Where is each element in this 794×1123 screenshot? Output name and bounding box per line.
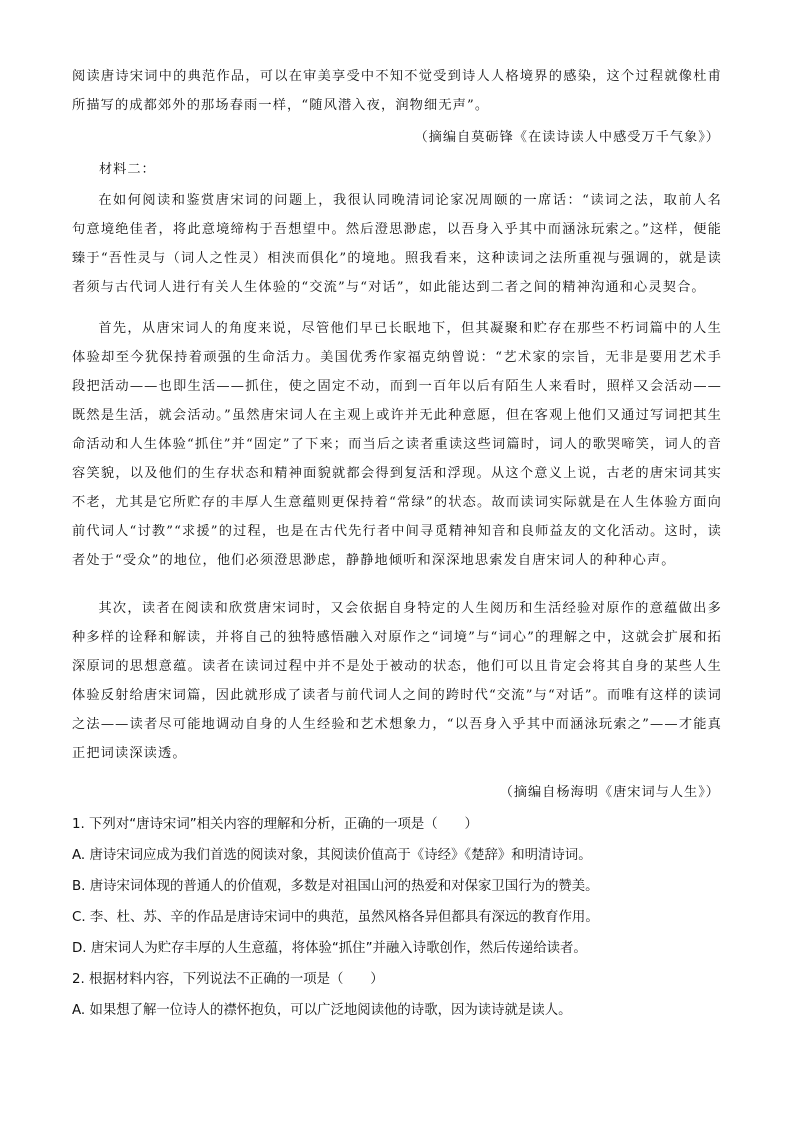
- paragraph-material-two-2: 首先，从唐宋词人的角度来说，尽管他们早已长眠地下，但其凝聚和贮存在那些不朽词篇中的人生体验却至今犹保持着顽强的生命活力。美国优秀作家福克纳曾说：“艺术家的宗旨，无非是要用艺术手段把活动——也即生活——抓住，使之固定不动，而到一百年以后有陌生人来看时，照样又会活动——既然是生活，就会活动。”虽然唐宋词人在主观上或许并无此种意愿，但在客观上他们又通过写词把其生命活动和人生体验“抓住”并“固定”了下来；而当后之读者重读这些词篇时，词人的歌哭啼笑，词人的音容笑貌，以及他们的生存状态和精神面貌就都会得到复活和浮现。从这个意义上说，古老的唐宋词其实不老，尤其是它所贮存的丰厚人生意蕴则更保持着“常绿”的状态。故而读词实际就是在人生体验方面向前代词人“讨教”“求援”的过程，也是在古代先行者中间寻觅精神知音和良师益友的文化活动。这时，读者处于“受众”的地位，他们必须澄思渺虑，静静地倾听和深深地思索发自唐宋词人的种种心声。: [72, 321, 722, 568]
- question-1-option-c: C. 李、杜、苏、辛的作品是唐诗宋词中的典范，虽然风格各异但都具有深远的教育作用。: [72, 910, 599, 925]
- paragraph-intro-continuation: 阅读唐诗宋词中的典范作品，可以在审美享受中不知不觉受到诗人人格境界的感染，这个过程就像杜甫所描写的成都郊外的那场春雨一样，“随风潜入夜，润物细无声”。: [72, 69, 722, 113]
- question-2-option-a: A. 如果想了解一位诗人的襟怀抱负，可以广泛地阅读他的诗歌，因为读诗就是读人。: [72, 1003, 572, 1018]
- question-1-stem: 1. 下列对“唐诗宋词”相关内容的理解和分析，正确的一项是（ ）: [72, 817, 478, 832]
- paragraph-material-two-1: 在如何阅读和鉴赏唐宋词的问题上，我很认同晚清词论家况周颐的一席话：“读词之法，取前人名句意境绝佳者，将此意境缔构于吾想望中。然后澄思渺虑，以吾身入乎其中而涵泳玩索之。”这样，便能臻于“吾性灵与（词人之性灵）相浃而俱化”的境地。照我看来，这种读词之法所重视与强调的，就是读者须与古代词人进行有关人生体验的“交流”与“对话”，如此能达到二者之间的精神沟通和心灵契合。: [72, 193, 722, 295]
- question-2-stem: 2. 根据材料内容，下列说法不正确的一项是（ ）: [72, 972, 384, 987]
- question-1-option-b: B. 唐诗宋词体现的普通人的价值观，多数是对祖国山河的热爱和对保家卫国行为的赞美。: [72, 879, 599, 894]
- source-citation-1: （摘编自莫砺锋《在读诗读人中感受万千气象》）: [414, 130, 720, 145]
- material-two-heading: 材料二：: [99, 162, 156, 177]
- paragraph-material-two-3: 其次，读者在阅读和欣赏唐宋词时，又会依据自身特定的人生阅历和生活经验对原作的意蕴做出多种多样的诠释和解读，并将自己的独特感悟融入对原作之“词境”与“词心”的理解之中，这就会扩展和拓深原词的思想意蕴。读者在读词过程中并不是处于被动的状态，他们可以且肯定会将其自身的某些人生体验反射给唐宋词篇，因此就形成了读者与前代词人之间的跨时代“交流”与“对话”。而唯有这样的读词之法——读者尽可能地调动自身的人生经验和艺术想象力，“以吾身入乎其中而涵泳玩索之”——才能真正把词读深读透。: [72, 601, 722, 761]
- source-citation-2: （摘编自杨海明《唐宋词与人生》）: [499, 785, 720, 800]
- question-1-option-a: A. 唐诗宋词应成为我们首选的阅读对象，其阅读价值高于《诗经》《楚辞》和明清诗词。: [72, 848, 592, 863]
- question-1-option-d: D. 唐宋词人为贮存丰厚的人生意蕴，将体验“抓住”并融入诗歌创作，然后传递给读者。: [72, 941, 587, 956]
